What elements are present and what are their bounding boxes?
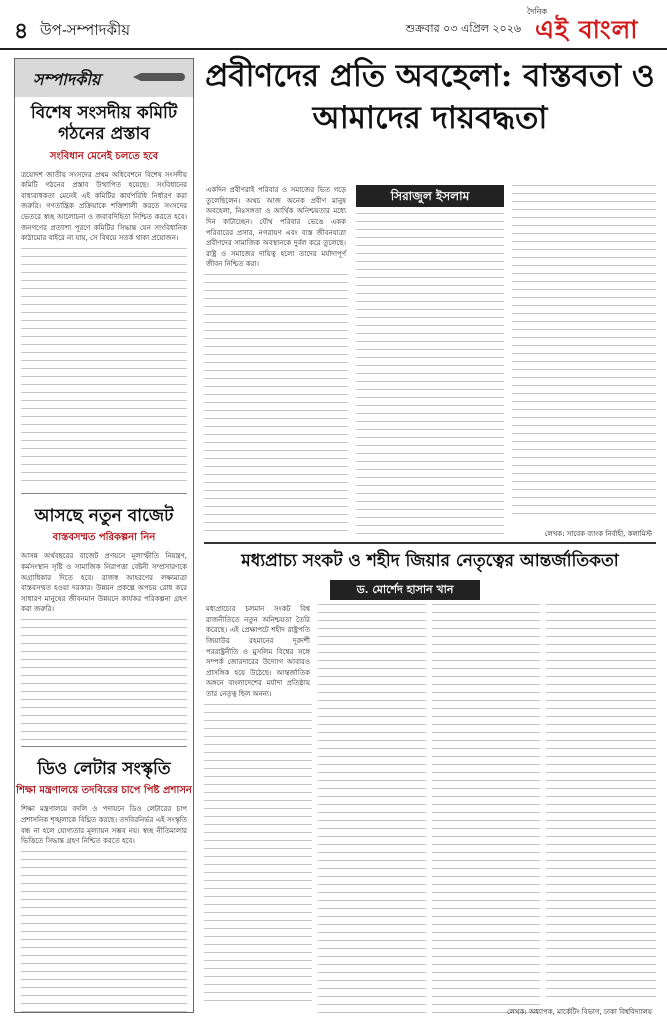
editorial-item <box>15 97 193 487</box>
editorial-column <box>14 58 194 1013</box>
editorial-body-filler <box>21 851 187 1013</box>
article1-headline: প্রবীণদের প্রতি অবহেলা: বাস্তবতা ও আমাদের দায়বদ্ধতা <box>205 58 655 136</box>
editorial-headline: বিশেষ সংসদীয় কমিটি গঠনের প্রস্তাব <box>30 103 178 145</box>
article1-col-2 <box>356 213 504 540</box>
editorial-banner <box>15 59 193 97</box>
pen-icon <box>141 73 185 81</box>
article2-col-4 <box>546 604 656 999</box>
article2-author: ড. মোর্শেদ হাসান খান <box>330 580 480 600</box>
article2-col-3 <box>432 604 540 1018</box>
editorial-subhead: সংবিধান মেনেই চলতে হবে <box>49 150 159 162</box>
editorial-headline: আসছে নতুন বাজেট <box>34 506 174 526</box>
article1-col-1 <box>204 185 348 540</box>
editorial-body: ত্রয়োদশ জাতীয় সংসদের প্রথম অধিবেশনে বিশেষ সংসদীয় কমিটি গঠনের প্রস্তাব উত্থাপিত হয়েছে। সংবিধানের বাধ্যবাধকতা মেনেই এই কমিটির কার্যপরিধি নির্ধারণ করা জরুরি। গণতান্ত্রিক প্রক্রিয়াকে শক্তিশালী করতে সংসদের ভেতরে স্বচ্ছ আলোচনা ও জবাবদিহিতা নিশ্চিত করতে হবে। জনগণের প্রত্যাশা পূরণে কমিটির সিদ্ধান্ত যেন সাংবিধানিক কাঠামোর বাইরে না যায়, সে বিষয়ে সতর্ক থাকা প্রয়োজন। <box>21 170 187 243</box>
editorial-body: শিক্ষা মন্ত্রণালয়ে বদলি ও পদায়নে ডিও লেটারের চাপ প্রশাসনিক শৃঙ্খলাকে বিঘ্নিত করছে। তদবিরনির্ভর এই সংস্কৃতি বন্ধ না হলে যোগ্যতার মূল্যায়ন সম্ভব নয়। স্বচ্ছ নীতিমালার ভিত্তিতে সিদ্ধান্ত গ্রহণ নিশ্চিত করতে হবে। <box>21 805 187 846</box>
article2-headline: মধ্যপ্রাচ্য সংকট ও শহীদ জিয়ার নেতৃত্বের আন্তর্জাতিকতা <box>241 551 619 571</box>
editorial-body: আসন্ন অর্থবছরের বাজেট প্রণয়নে মূল্যস্ফীতি নিয়ন্ত্রণ, কর্মসংস্থান সৃষ্টি ও সামাজিক নিরাপত্তা বেষ্টনী সম্প্রসারণকে অগ্রাধিকার দিতে হবে। রাজস্ব আহরণের লক্ষ্যমাত্রা বাস্তবসম্মত হওয়া দরকার। উন্নয়ন প্রকল্পে অপচয় রোধ করে সাধারণ মানুষের জীবনমান উন্নয়নে কার্যকর পরিকল্পনা গ্রহণ করা জরুরি। <box>21 552 187 614</box>
article2-body: মধ্যপ্রাচ্যের চলমান সংকট বিশ্ব রাজনীতিতে নতুন অনিশ্চয়তা তৈরি করেছে। এই প্রেক্ষাপটে শহীদ রাষ্ট্রপতি জিয়াউর রহমানের দূরদর্শী পররাষ্ট্রনীতি ও মুসলিম বিশ্বের সঙ্গে সম্পর্ক জোরদারের উদ্যোগ আবারও প্রাসঙ্গিক হয়ে উঠেছে। আন্তর্জাতিক অঙ্গনে বাংলাদেশের মর্যাদা প্রতিষ্ঠায় তার নেতৃত্ব ছিল অনন্য। <box>206 605 310 698</box>
editorial-body-filler <box>21 248 187 487</box>
editorial-subhead: শিক্ষা মন্ত্রণালয়ে তদবিরের চাপে পিষ্ট প্রশাসন <box>16 785 192 797</box>
editorial-divider <box>21 746 187 747</box>
editorial-item <box>15 753 193 1013</box>
masthead-logo <box>527 6 645 44</box>
editorial-subhead: বাস্তবসম্মত পরিকল্পনা নিন <box>52 532 156 544</box>
article2-col-2 <box>318 604 426 1018</box>
editorial-divider <box>21 493 187 494</box>
editorial-banner-label: সম্পাদকীয় <box>33 70 101 89</box>
article2 <box>204 604 656 1018</box>
article1-author: সিরাজুল ইসলাম <box>356 185 504 207</box>
editorial-headline: ডিও লেটার সংস্কৃতি <box>37 759 171 779</box>
article2-col-1 <box>204 604 312 1018</box>
masthead-daily-label: দৈনিক <box>527 7 548 16</box>
editorial-body-filler <box>21 619 187 740</box>
article2-byline: লেখক: অধ্যাপক, মার্কেটিং বিভাগ, ঢাকা বিশ্ববিদ্যালয় <box>506 1008 652 1016</box>
article-divider <box>204 542 656 544</box>
masthead-brand: এই বাংলা <box>535 15 639 44</box>
article1-body: একদিন প্রবীণরাই পরিবার ও সমাজের ভিত গড়ে তুলেছিলেন। অথচ আজ অনেক প্রবীণ মানুষ অবহেলা, নিঃসঙ্গতা ও আর্থিক অনিশ্চয়তার মধ্যে দিন কাটাচ্ছেন। যৌথ পরিবার ভেঙে একক পরিবারের প্রসার, নগরায়ণ এবং ব্যস্ত জীবনযাত্রা প্রবীণদের সামাজিক অবস্থানকে দুর্বল করে তুলেছে। রাষ্ট্র ও সমাজের দায়িত্ব হলো তাদের মর্যাদাপূর্ণ জীবন নিশ্চিত করা। <box>206 186 346 269</box>
dateline: শুক্রবার ০৩ এপ্রিল ২০২৬ <box>405 22 521 35</box>
page-header <box>0 0 667 50</box>
section-label: উপ-সম্পাদকীয় <box>40 21 131 39</box>
article1-col-3 <box>512 185 656 540</box>
article1-byline: লেখক: সাবেক ব্যাংক নির্বাহী, কলামিস্ট <box>544 530 652 538</box>
article1 <box>204 185 656 540</box>
editorial-item <box>15 500 193 740</box>
page-number: ৪ <box>14 18 29 44</box>
